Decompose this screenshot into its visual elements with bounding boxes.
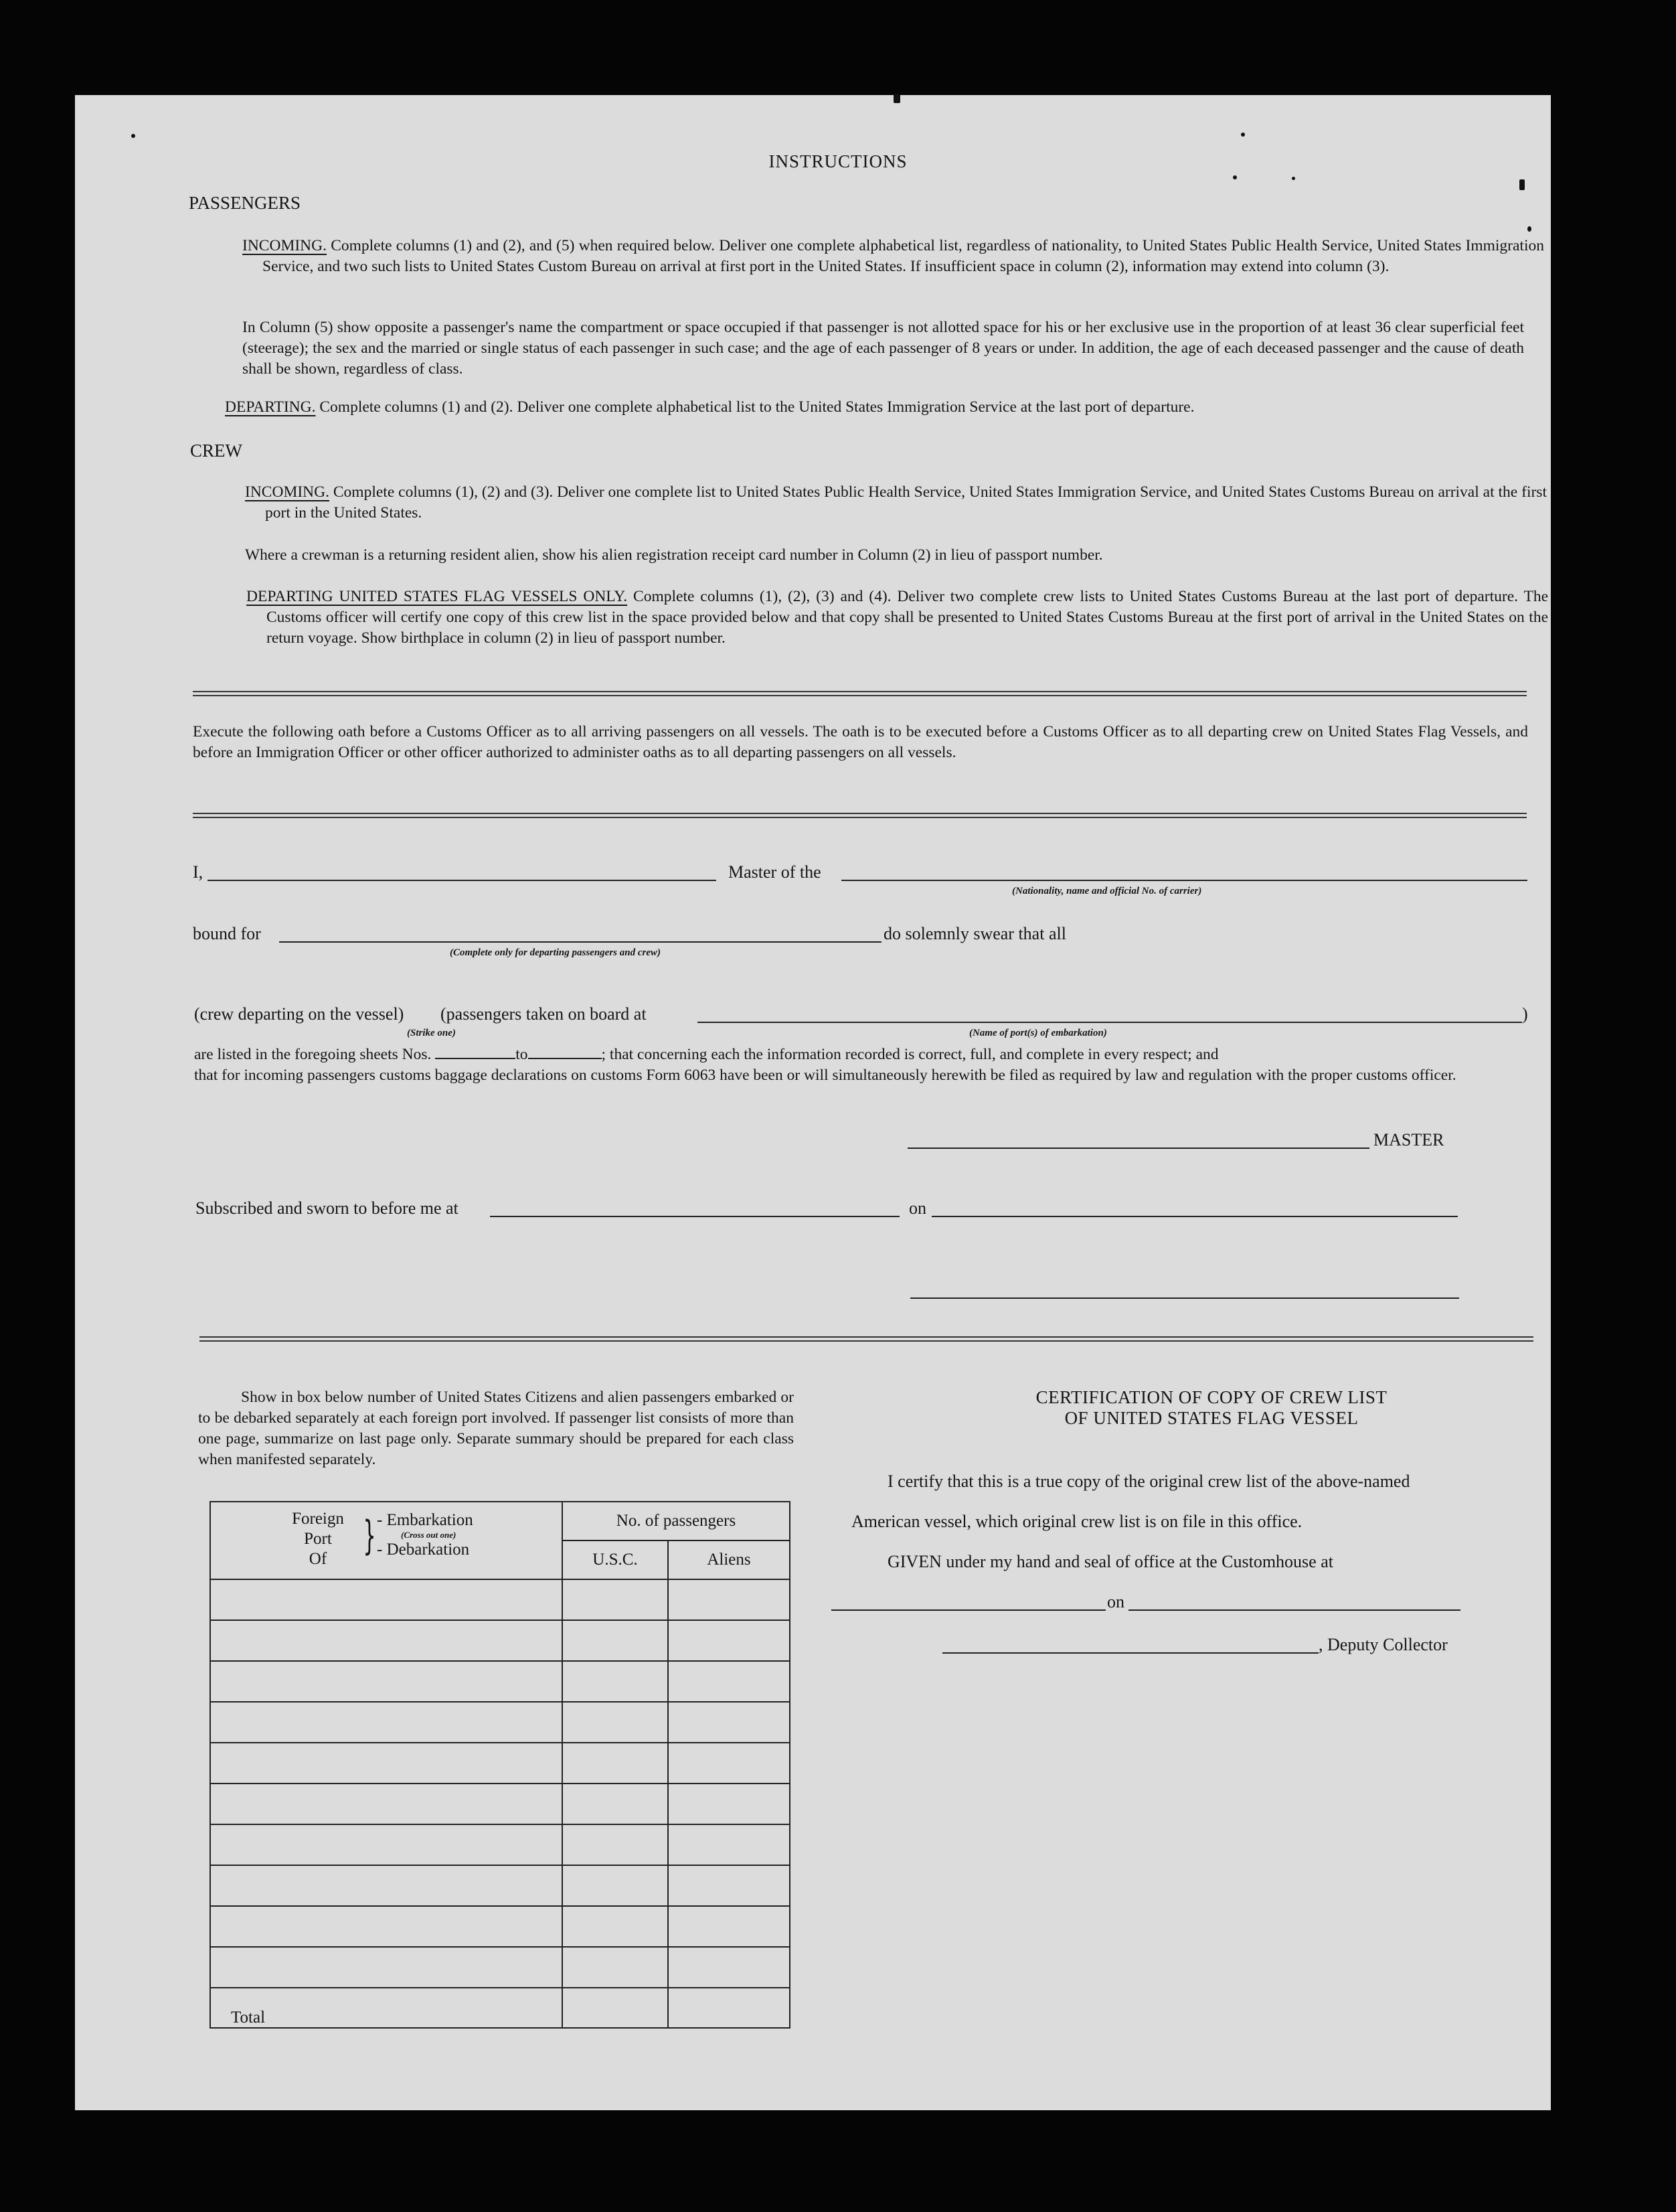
oath-i-label: I, [193,862,203,882]
bound-for-label: bound for [193,924,261,943]
summary-usc-cell[interactable] [562,1865,668,1906]
close-paren: ) [1522,1004,1528,1024]
sheet-from-line[interactable] [435,1046,515,1059]
summary-table-row [210,1784,790,1824]
summary-table-row [210,1620,790,1661]
scan-speck [1292,177,1295,180]
crew-incoming-label: INCOMING. [245,483,329,501]
summary-aliens-cell[interactable] [668,1865,790,1906]
summary-aliens-cell[interactable] [668,1906,790,1947]
crew-incoming-text: Complete columns (1), (2) and (3). Deliver one complete list to United States Public Health Service, United States Immigration Service, and United States Customs Bureau on arrival at the first port in the United States. [265,483,1547,522]
customhouse-line[interactable] [831,1609,1106,1611]
summary-aliens-cell[interactable] [668,1743,790,1784]
scan-speck [1519,179,1525,190]
usc-header: U.S.C. [562,1540,668,1579]
cross-out-caption: (Cross out one) [401,1530,456,1540]
passengers-incoming-text: Complete columns (1) and (2), and (5) when required below. Deliver one complete alphabetical list, regardless of nationality, to United States Public Health Service, United States Immigration Service, and two such lists to United States Custom Bureau on arrival at first port in the United States. If insufficient space in column (2), information may extend into column (3). [262,237,1544,275]
scan-speck [131,134,135,138]
listed-rest-1: ; that concerning each the information recorded is correct, full, and complete in every respect; and [601,1046,1219,1063]
summary-aliens-cell[interactable] [668,1947,790,1988]
sheet-to-line[interactable] [528,1046,602,1059]
aliens-header: Aliens [668,1540,790,1579]
summary-usc-cell[interactable] [562,1947,668,1988]
listed-line-2: that for incoming passengers customs baggage declarations on customs Form 6063 have been or will simultaneously herewith be filed as required by law and regulation with the proper customs officer. [194,1066,1456,1084]
complete-only-caption: (Complete only for departing passengers and crew) [450,947,661,958]
officer-signature-line[interactable] [910,1297,1459,1299]
summary-aliens-cell[interactable] [668,1579,790,1620]
subscribed-at-line[interactable] [490,1216,900,1217]
certification-line2: American vessel, which original crew list is on file in this office. [851,1512,1303,1531]
summary-port-cell[interactable] [210,1743,562,1784]
certification-title-line2: OF UNITED STATES FLAG VESSEL [1064,1408,1359,1428]
master-name-line[interactable] [207,880,716,881]
summary-table-row [210,1579,790,1620]
name-of-port-caption: (Name of port(s) of embarkation) [969,1028,1107,1038]
passengers-taken-option: (passengers taken on board at [440,1004,647,1024]
certification-line3: GIVEN under my hand and seal of office at the Customhouse at [888,1552,1333,1571]
summary-port-cell[interactable] [210,1947,562,1988]
summary-usc-cell[interactable] [562,1824,668,1865]
subscribed-label: Subscribed and sworn to before me at [195,1198,458,1218]
subscribed-date-line[interactable] [932,1216,1458,1217]
summary-port-cell[interactable] [210,1906,562,1947]
of-word: Of [309,1550,327,1568]
port-word: Port [304,1530,332,1548]
crew-departing-option: (crew departing on the vessel) [194,1004,404,1024]
crew-departing-text: Complete columns (1), (2), (3) and (4). Deliver two complete crew lists to United States Customs Bureau at the last port of departure. The Customs officer will certify one copy of this crew list in the space provided below and that copy shall be presented to United States Customs Bureau at the first port of arrival in the United States on the return voyage. Show birthplace in column (2) in lieu of passport number. [266,588,1548,647]
strike-one-caption: (Strike one) [407,1028,456,1038]
total-aliens-cell[interactable] [668,1988,790,2028]
crew-departing-paragraph [246,586,1548,649]
summary-port-cell[interactable] [210,1784,562,1824]
total-label: Total [210,1988,562,2028]
subscribed-on-label: on [909,1198,926,1218]
master-signature-line[interactable] [908,1148,1369,1149]
certification-on-label: on [1107,1592,1124,1611]
passengers-heading: PASSENGERS [189,193,301,213]
deputy-collector-label: , Deputy Collector [1319,1635,1448,1654]
passengers-incoming-paragraph [242,236,1544,277]
total-usc-cell[interactable] [562,1988,668,2028]
debarkation-option: - Debarkation [377,1540,470,1559]
passengers-departing-paragraph [225,397,1527,418]
to-word: to [515,1046,528,1063]
summary-table-row [210,1743,790,1784]
foreign-word: Foreign [292,1510,344,1528]
summary-usc-cell[interactable] [562,1620,668,1661]
foreign-port-header [210,1502,562,1579]
master-of-the-label: Master of the [728,862,821,882]
crew-heading: CREW [190,441,242,461]
summary-table-row [210,1702,790,1743]
summary-aliens-cell[interactable] [668,1620,790,1661]
summary-table-row [210,1824,790,1865]
summary-port-cell[interactable] [210,1702,562,1743]
certification-line1: I certify that this is a true copy of the original crew list of the above-named [888,1472,1410,1491]
deputy-signature-line[interactable] [942,1652,1319,1654]
scan-speck [894,94,900,103]
summary-table-row [210,1947,790,1988]
summary-aliens-cell[interactable] [668,1824,790,1865]
scan-speck [1241,133,1245,137]
summary-table-row [210,1865,790,1906]
listed-line-1 [194,1044,1529,1065]
certification-title [871,1387,1552,1429]
carrier-line[interactable] [841,880,1527,881]
summary-rows [210,1579,790,1988]
summary-aliens-cell[interactable] [668,1661,790,1702]
passenger-summary-table [210,1501,790,2029]
certification-title-line1: CERTIFICATION OF COPY OF CREW LIST [1035,1387,1388,1407]
summary-usc-cell[interactable] [562,1661,668,1702]
embarkation-option: - Embarkation [377,1511,473,1529]
double-rule-2 [193,813,1527,818]
summary-port-cell[interactable] [210,1620,562,1661]
master-label: MASTER [1373,1130,1444,1150]
summary-port-cell[interactable] [210,1661,562,1702]
summary-aliens-cell[interactable] [668,1702,790,1743]
summary-port-cell[interactable] [210,1865,562,1906]
listed-prefix: are listed in the foregoing sheets Nos. [194,1046,432,1063]
bound-for-line[interactable] [279,941,882,943]
summary-port-cell[interactable] [210,1824,562,1865]
double-rule-1 [193,691,1527,696]
scan-speck [1233,175,1237,179]
do-solemnly-label: do solemnly swear that all [884,924,1066,943]
brace-icon: } [363,1512,376,1559]
summary-table-row [210,1906,790,1947]
port-of-embarkation-line[interactable] [697,1022,1522,1023]
summary-usc-cell[interactable] [562,1702,668,1743]
summary-port-cell[interactable] [210,1579,562,1620]
oath-intro: Execute the following oath before a Customs Officer as to all arriving passengers on all vessels. The oath is to be executed before a Customs Officer as to all departing crew on United States Flag Vessels, and before an Immigration Officer or other officer authorized to administer oaths as to all departing passengers on all vessels. [193,723,1528,761]
summary-usc-cell[interactable] [562,1743,668,1784]
double-rule-3 [199,1336,1533,1342]
summary-aliens-cell[interactable] [668,1784,790,1824]
summary-table-row [210,1661,790,1702]
certification-date-line[interactable] [1128,1609,1460,1611]
form-page [75,95,1551,2110]
crew-incoming-paragraph [245,482,1547,524]
passengers-departing-text: Complete columns (1) and (2). Deliver one complete alphabetical list to the United States Immigration Service at the last port of departure. [315,398,1195,416]
summary-note: Show in box below number of United States Citizens and alien passengers embarked or to be debarked separately at each foreign port involved. If passenger list consists of more than one page, summarize on last page only. Separate summary should be prepared for each class when manifested separately. [198,1389,794,1468]
summary-usc-cell[interactable] [562,1906,668,1947]
summary-usc-cell[interactable] [562,1784,668,1824]
passengers-incoming-label: INCOMING. [242,237,327,254]
crew-crewman-paragraph: Where a crewman is a returning resident alien, show his alien registration receipt card number in Column (2) in lieu of passport number. [245,546,1103,564]
summary-usc-cell[interactable] [562,1579,668,1620]
no-of-passengers-header: No. of passengers [562,1502,790,1540]
crew-departing-label: DEPARTING UNITED STATES FLAG VESSELS ONLY. [246,588,628,605]
scan-speck [1527,226,1531,232]
passengers-departing-label: DEPARTING. [225,398,316,416]
page-title: INSTRUCTIONS [768,151,908,171]
nationality-caption: (Nationality, name and official No. of carrier) [1012,886,1202,896]
passengers-column5-paragraph: In Column (5) show opposite a passenger's name the compartment or space occupied if that passenger is not allotted space for his or her exclusive use in the proportion of at least 36 clear superficial feet (steerage); the sex and the married or single status of each passenger in such case; and the age of each passenger of 8 years or under. In addition, the age of each deceased passenger and the cause of death shall be shown, regardless of class. [242,319,1524,378]
